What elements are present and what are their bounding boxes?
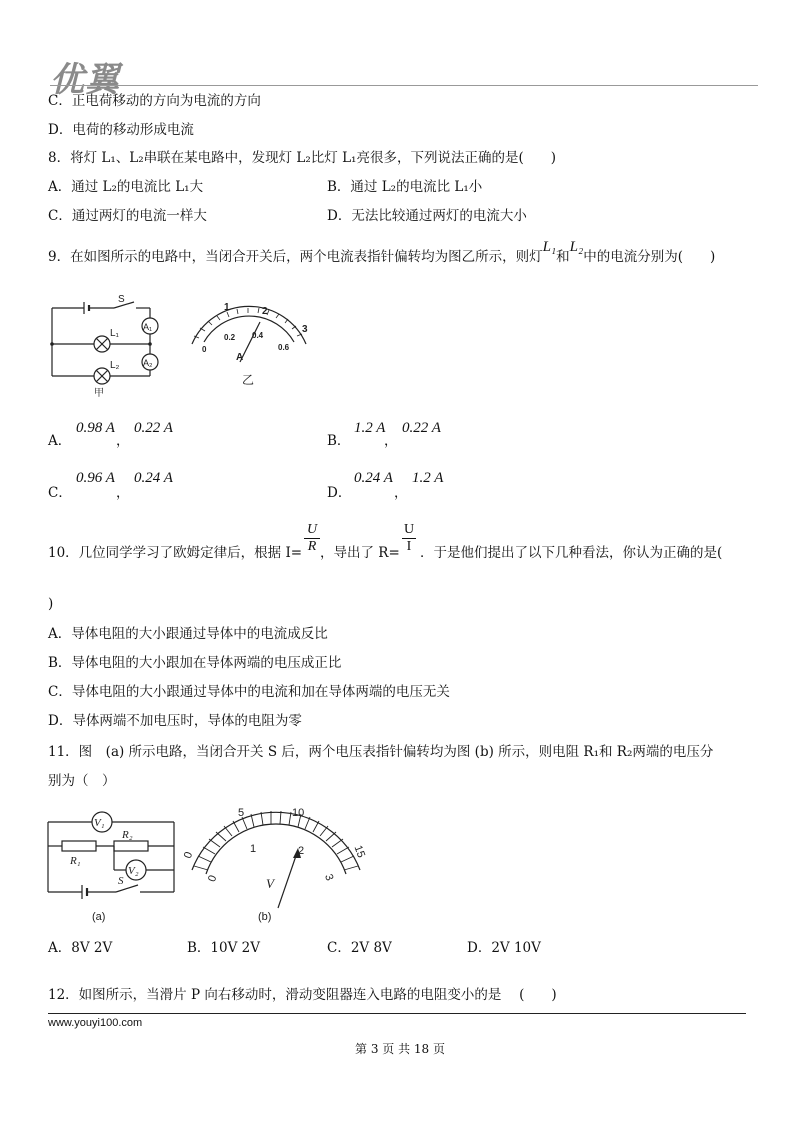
q9-option-b-label: B． <box>327 433 351 449</box>
q9-scale-top-1: 1 <box>224 302 230 313</box>
q10-frac2-den: I <box>402 538 416 555</box>
q9-option-a-v2: 0.22 A <box>134 420 173 436</box>
q10-frac1-num: U <box>306 522 318 537</box>
q10-stem-mid: ，导出了 R= <box>320 545 400 561</box>
q9-option-b-comma: ， <box>384 433 398 449</box>
q8-option-c: C．通过两灯的电流一样大 <box>48 208 207 224</box>
q9-option-c-v2: 0.24 A <box>134 470 173 486</box>
q11-resistor-r1-label: R₁ <box>70 855 81 867</box>
q9-l1-symbol: L₁ <box>542 239 557 255</box>
q11-switch-label: S <box>118 875 124 887</box>
q8-stem: 8．将灯 L₁、L₂串联在某电路中，发现灯 L₂比灯 L₁亮很多，下列说法正确的是( ) <box>48 150 557 166</box>
q10-option-b: B．导体电阻的大小跟加在导体两端的电压成正比 <box>48 655 342 671</box>
q11-scale-top-0: 0 <box>181 850 196 861</box>
q9-meter-letter: A <box>236 352 244 363</box>
q9-option-b <box>327 432 350 450</box>
q10-frac2-num: U <box>403 522 415 537</box>
q9-option-d <box>327 484 351 502</box>
q9-option-d-comma: ， <box>394 485 408 501</box>
q11-figure <box>42 808 372 928</box>
q9-option-d-v1: 0.24 A <box>354 470 393 486</box>
q10-fraction-r <box>402 522 416 555</box>
q10-stem-pre: 10．几位同学学习了欧姆定律后，根据 I= <box>48 545 303 561</box>
q9-option-d-v2: 1.2 A <box>412 470 444 486</box>
q11-resistor-r2-label: R₂ <box>122 829 133 841</box>
q8-option-a: A．通过 L₂的电流比 L₁大 <box>48 179 204 195</box>
q10-stem-close: ) <box>48 596 54 612</box>
q11-scale-bottom-1: 1 <box>250 843 257 855</box>
q9-scale-top-2: 2 <box>262 306 268 317</box>
footer-url: www.youyi100.com <box>48 1017 143 1029</box>
q9-caption-right: 乙 <box>242 373 255 387</box>
q11-caption-b: (b) <box>258 911 272 923</box>
q11-meter-letter: V <box>266 876 274 891</box>
q11-voltmeter-v1-label: V₁ <box>94 817 105 829</box>
q9-scale-bottom-0: 0 <box>202 345 207 354</box>
q11-stem-line2: 别为（ ） <box>48 773 116 789</box>
q9-ammeter-a2-label: A₂ <box>143 358 153 368</box>
q9-stem-pre: 9．在如图所示的电路中，当闭合开关后，两个电流表指针偏转均为图乙所示，则灯 <box>48 249 543 265</box>
q9-ammeter-a1-label: A₁ <box>143 322 153 332</box>
q11-voltmeter-v2-label: V₂ <box>128 865 139 877</box>
q10-frac1-den: R <box>304 538 320 555</box>
footer-rule <box>48 1013 746 1014</box>
q9-option-c <box>48 484 72 502</box>
q9-and: 和 <box>556 249 570 265</box>
q8-option-d: D．无法比较通过两灯的电流大小 <box>327 208 527 224</box>
q9-option-a-label: A． <box>48 433 72 449</box>
q9-scale-bottom-04: 0.4 <box>252 331 264 340</box>
q9-option-a-v1: 0.98 A <box>76 420 115 436</box>
q9-lamp-l2-label: L₂ <box>110 360 120 371</box>
page-number: 第 3 页 共 18 页 <box>355 1042 445 1056</box>
q9-option-c-label: C． <box>48 485 72 501</box>
q11-option-b: B．10V 2V <box>187 940 260 956</box>
q11-scale-bottom-2: 2 <box>298 845 305 857</box>
q11-meter-ticks <box>194 811 358 870</box>
q9-figure <box>44 292 324 402</box>
q9-scale-bottom-06: 0.6 <box>278 343 290 352</box>
q10-option-c: C．导体电阻的大小跟通过导体中的电流和加在导体两端的电压无关 <box>48 684 450 700</box>
q11-option-c: C．2V 8V <box>327 940 392 956</box>
q7-option-c: C．正电荷移动的方向为电流的方向 <box>48 93 261 109</box>
q10-stem-post: ．于是他们提出了以下几种看法，你认为正确的是( <box>420 545 723 561</box>
q9-switch-label: S <box>118 294 125 305</box>
q9-option-b-v1: 1.2 A <box>354 420 386 436</box>
q9-l2-symbol: L₂ <box>569 239 584 255</box>
q11-stem-line1: 11．图 (a) 所示电路，当闭合开关 S 后，两个电压表指针偏转均为图 (b) 所示，则电阻 R₁和 R₂两端的电压分 <box>48 744 714 760</box>
q9-scale-bottom-02: 0.2 <box>224 333 236 342</box>
q10-fraction-ohm <box>304 522 320 555</box>
q11-scale-top-5: 5 <box>238 808 245 819</box>
q9-stem <box>48 239 716 266</box>
q11-option-a: A．8V 2V <box>48 940 113 956</box>
q9-lamp-l1-label: L₁ <box>110 328 119 339</box>
q9-option-a-comma: ， <box>116 433 130 449</box>
q9-option-c-comma: ， <box>116 485 130 501</box>
q11-scale-bottom-0: 0 <box>206 873 220 884</box>
q9-stem-post: 中的电流分别为( ) <box>583 249 716 265</box>
q12-stem: 12．如图所示，当滑片 P 向右移动时，滑动变阻器连入电路的电阻变小的是 ( ) <box>48 987 557 1003</box>
q11-scale-bottom-3: 3 <box>322 872 336 883</box>
q9-scale-top-3: 3 <box>302 324 308 335</box>
q10-option-d: D．导体两端不加电压时，导体的电阻为零 <box>48 713 302 729</box>
header-rule <box>50 85 758 86</box>
q7-option-d: D．电荷的移动形成电流 <box>48 122 194 138</box>
q11-scale-top-15: 15 <box>351 843 368 860</box>
q9-option-c-v1: 0.96 A <box>76 470 115 486</box>
q11-caption-a: (a) <box>92 911 106 923</box>
q9-option-b-v2: 0.22 A <box>402 420 441 436</box>
q9-option-d-label: D． <box>327 485 352 501</box>
q9-option-a <box>48 432 71 450</box>
q10-option-a: A．导体电阻的大小跟通过导体中的电流成反比 <box>48 626 328 642</box>
q9-caption-left: 甲 <box>94 388 104 399</box>
q11-scale-top-10: 10 <box>292 808 305 819</box>
q8-text: 将灯 L₁、L₂串联在某电路中，发现灯 L₂比灯 L₁亮很多，下列说法正确的是( ) <box>70 150 557 166</box>
q11-option-d: D．2V 10V <box>467 940 541 956</box>
q8-option-b: B．通过 L₂的电流比 L₁小 <box>327 179 483 195</box>
logo: 优翼 <box>50 60 120 100</box>
